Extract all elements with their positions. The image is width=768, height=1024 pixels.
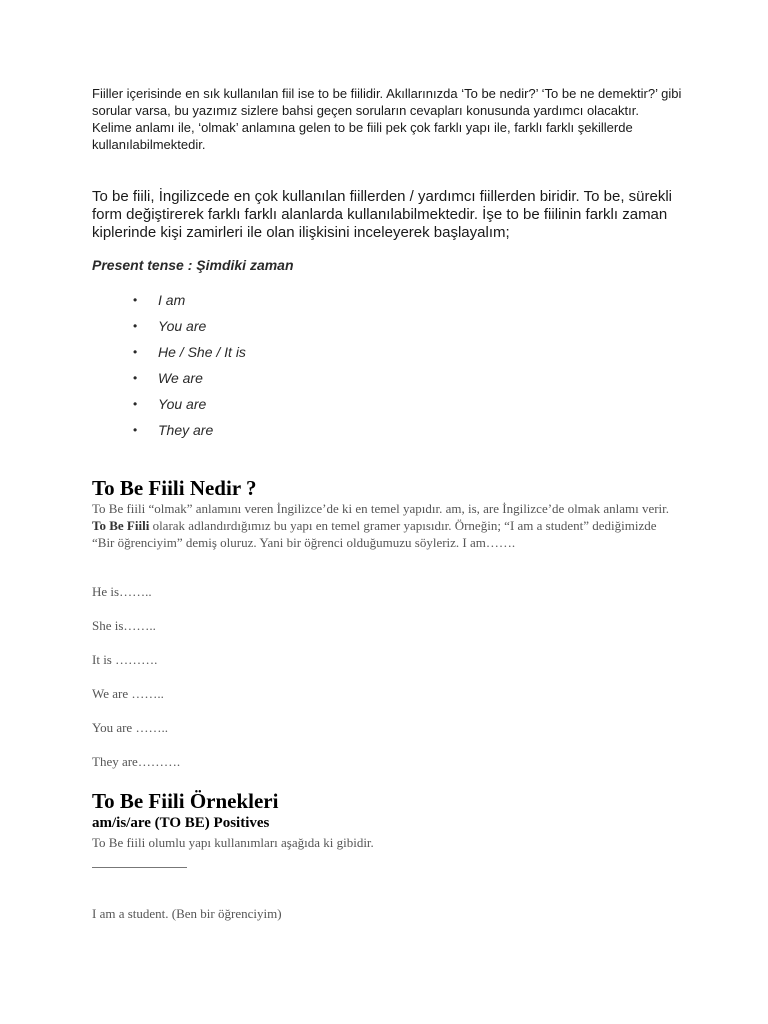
example-line-it: It is ………. <box>92 652 158 667</box>
section1-paragraph <box>92 500 682 551</box>
bullet-icon: • <box>133 345 138 359</box>
list-item-text: You are <box>158 396 207 412</box>
bullet-icon: • <box>133 371 138 385</box>
list-item <box>130 343 246 369</box>
section-title-to-be-nedir: To Be Fiili Nedir ? <box>92 476 257 500</box>
list-item <box>130 395 246 421</box>
section1-bold-term: To Be Fiili <box>92 518 150 533</box>
list-item-text: I am <box>158 292 186 308</box>
bullet-icon: • <box>133 423 138 437</box>
section-title-ornekleri: To Be Fiili Örnekleri <box>92 789 279 813</box>
section1-text-before: To Be fiili “olmak” anlamını veren İngilizce’de ki en temel yapıdır. am, is, are İngilizce’de olmak anlamı verir. <box>92 501 670 516</box>
list-item-text: They are <box>158 422 214 438</box>
section1-text-after: olarak adlandırdığımız bu yapı en temel gramer yapısıdır. Örneğin; “I am a student” dediğimizde “Bir öğrenciyim” demiş oluruz. Yani bir öğrenci olduğumuzu söyleriz. I am……. <box>92 518 657 550</box>
bullet-icon: • <box>133 397 138 411</box>
divider <box>92 867 187 868</box>
list-item <box>130 317 246 343</box>
bullet-icon: • <box>133 319 138 333</box>
list-item-text: You are <box>158 318 207 334</box>
example-line-we: We are …….. <box>92 686 164 701</box>
positives-description: To Be fiili olumlu yapı kullanımları aşağıda ki gibidir. <box>92 835 374 850</box>
list-item <box>130 421 246 447</box>
example-line-they: They are………. <box>92 754 181 769</box>
example-line-he: He is…….. <box>92 584 152 599</box>
list-item-text: He / She / It is <box>158 344 246 360</box>
present-tense-heading: Present tense : Şimdiki zaman <box>92 257 294 273</box>
positives-subheading: am/is/are (TO BE) Positives <box>92 815 270 831</box>
example-line-you: You are …….. <box>92 720 168 735</box>
list-item <box>130 291 246 317</box>
intro-paragraph-2: To be fiili, İngilizcede en çok kullanılan fiillerden / yardımcı fiillerden biridir. To be, sürekli form değiştirerek farklı farklı alanlarda kullanılabilmektedir. İşe to be fiilinin farklı zaman kiplerinde kişi zamirleri ile olan ilişkisini inceleyerek başlayalım; <box>92 188 672 241</box>
example-line-she: She is…….. <box>92 618 156 633</box>
list-item-text: We are <box>158 370 203 386</box>
pronoun-list <box>130 291 246 447</box>
bullet-icon: • <box>133 293 138 307</box>
intro-paragraph-1: Fiiller içerisinde en sık kullanılan fiil ise to be fiilidir. Akıllarınızda ‘To be nedir?’ ‘To be ne demektir?’ gibi sorular varsa, bu yazımız sizlere bahsi geçen soruların cevapları konusunda yardımcı olacaktır. Kelime anlamı ile, ‘olmak’ anlamına gelen to be fiili pek çok farklı yapı ile, farklı farklı şekillerde kullanılabilmektedir. <box>92 86 682 152</box>
example-sentence: I am a student. (Ben bir öğrenciyim) <box>92 906 282 921</box>
list-item <box>130 369 246 395</box>
